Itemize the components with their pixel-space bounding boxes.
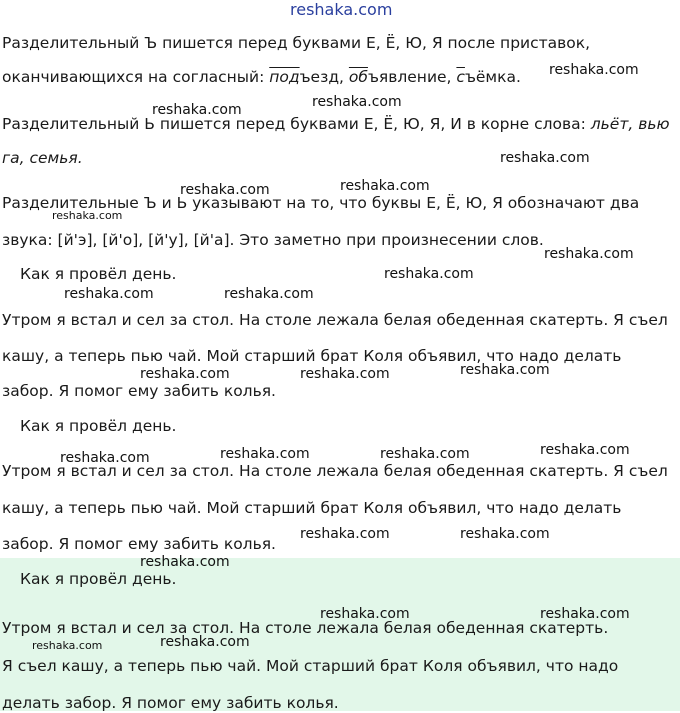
watermark: reshaka.com: [140, 366, 230, 382]
text1-line2: кашу, а теперь пью чай. Мой старший брат Коля объявил, что надо делать: [2, 347, 622, 365]
watermark: reshaka.com: [64, 286, 154, 302]
watermark: reshaka.com: [384, 266, 474, 282]
watermark: reshaka.com: [320, 606, 410, 622]
watermark: reshaka.com: [52, 209, 123, 222]
watermark: reshaka.com: [60, 450, 150, 466]
text3-line2: Я съел кашу, а теперь пью чай. Мой старший брат Коля объявил, что надо: [2, 657, 619, 675]
watermark: reshaka.com: [540, 442, 630, 458]
example-words: льёт, вью: [590, 115, 670, 133]
watermark: reshaka.com: [312, 94, 402, 110]
text2-line1: Утром я встал и сел за стол. На столе лежала белая обеденная скатерть. Я съел: [2, 462, 668, 480]
watermark: reshaka.com: [224, 286, 314, 302]
text1-line1: Утром я встал и сел за стол. На столе лежала белая обеденная скатерть. Я съел: [2, 311, 668, 329]
watermark: reshaka.com: [460, 526, 550, 542]
watermark: reshaka.com: [540, 606, 630, 622]
text3-line3: делать забор. Я помог ему забить колья.: [2, 694, 339, 712]
rule3-line2: звука: [й'э], [й'о], [й'у], [й'а]. Это заметно при произнесении слов.: [2, 231, 544, 249]
header-watermark: reshaka.com: [290, 0, 393, 19]
text1-title: Как я провёл день.: [20, 265, 177, 283]
rule1-line2: оканчивающихся на согласный: подъезд, объявление, съёмка.: [2, 68, 521, 86]
text1-line3: забор. Я помог ему забить колья.: [2, 382, 276, 400]
prefix-mark: с: [456, 68, 465, 86]
watermark: reshaka.com: [544, 246, 634, 262]
watermark: reshaka.com: [340, 178, 430, 194]
watermark: reshaka.com: [500, 150, 590, 166]
text2-line2: кашу, а теперь пью чай. Мой старший брат Коля объявил, что надо делать: [2, 499, 622, 517]
watermark: reshaka.com: [300, 366, 390, 382]
text2-line3: забор. Я помог ему забить колья.: [2, 535, 276, 553]
rule2-line1: Разделительный Ь пишется перед буквами Е, Ё, Ю, Я, И в корне слова: льёт, вью: [2, 115, 670, 133]
rule1-line1: Разделительный Ъ пишется перед буквами Е, Ё, Ю, Я после приставок,: [2, 34, 591, 52]
watermark: reshaka.com: [549, 62, 639, 78]
text2-title: Как я провёл день.: [20, 417, 177, 435]
prefix-mark: под: [269, 68, 300, 86]
watermark: reshaka.com: [152, 102, 242, 118]
rule2-line2: га, семья.: [2, 149, 83, 167]
watermark: reshaka.com: [220, 446, 310, 462]
watermark: reshaka.com: [380, 446, 470, 462]
watermark: reshaka.com: [160, 634, 250, 650]
watermark: reshaka.com: [180, 182, 270, 198]
watermark: reshaka.com: [300, 526, 390, 542]
watermark: reshaka.com: [32, 639, 103, 652]
prefix-mark: об: [348, 68, 368, 86]
text3-title: Как я провёл день.: [20, 570, 177, 588]
watermark: reshaka.com: [140, 554, 230, 570]
watermark: reshaka.com: [460, 362, 550, 378]
text3-line1: Утром я встал и сел за стол. На столе лежала белая обеденная скатерть.: [2, 619, 609, 637]
rule3-line1: Разделительные Ъ и Ь указывают на то, что буквы Е, Ё, Ю, Я обозначают два: [2, 194, 640, 212]
